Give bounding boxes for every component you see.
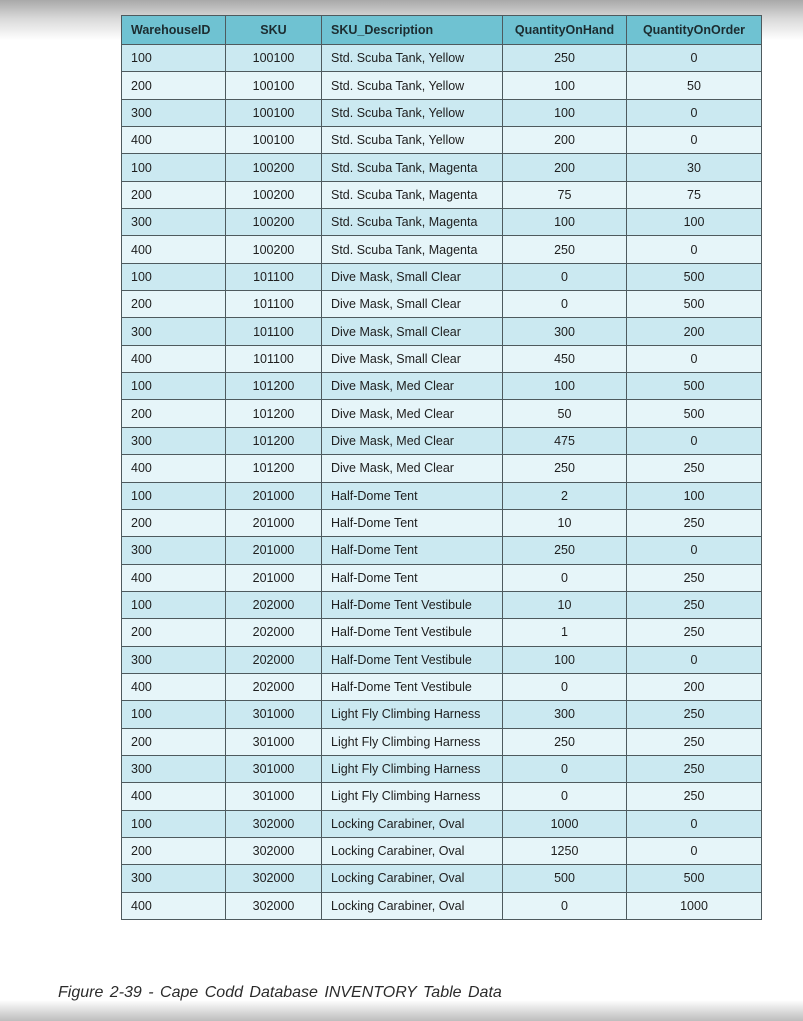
sku-cell: 302000 — [226, 810, 322, 837]
quantity-on-hand-cell: 300 — [503, 318, 627, 345]
quantity-on-order-cell: 500 — [627, 373, 762, 400]
quantity-on-order-cell: 30 — [627, 154, 762, 181]
sku-description-cell: Dive Mask, Med Clear — [322, 373, 503, 400]
sku-description-cell: Locking Carabiner, Oval — [322, 837, 503, 864]
sku-description-cell: Std. Scuba Tank, Magenta — [322, 154, 503, 181]
sku-cell: 301000 — [226, 728, 322, 755]
table-row — [122, 701, 762, 728]
sku-cell: 101200 — [226, 400, 322, 427]
bottom-shadow — [0, 1000, 803, 1021]
table-row — [122, 154, 762, 181]
quantity-on-order-cell: 250 — [627, 591, 762, 618]
table-row — [122, 783, 762, 810]
table-row — [122, 400, 762, 427]
sku-description-cell: Light Fly Climbing Harness — [322, 728, 503, 755]
quantity-on-order-cell: 500 — [627, 263, 762, 290]
sku-description-cell: Std. Scuba Tank, Magenta — [322, 209, 503, 236]
quantity-on-hand-cell: 1000 — [503, 810, 627, 837]
quantity-on-order-cell: 0 — [627, 99, 762, 126]
sku-description-cell: Half-Dome Tent — [322, 564, 503, 591]
table-row — [122, 427, 762, 454]
sku-description-cell: Light Fly Climbing Harness — [322, 755, 503, 782]
sku-description-cell: Light Fly Climbing Harness — [322, 701, 503, 728]
quantity-on-hand-cell: 50 — [503, 400, 627, 427]
quantity-on-hand-cell: 0 — [503, 564, 627, 591]
sku-description-cell: Half-Dome Tent — [322, 482, 503, 509]
quantity-on-order-cell: 0 — [627, 837, 762, 864]
sku-description-cell: Dive Mask, Med Clear — [322, 427, 503, 454]
sku-description-cell: Dive Mask, Small Clear — [322, 345, 503, 372]
quantity-on-hand-cell: 300 — [503, 701, 627, 728]
quantity-on-hand-cell: 1 — [503, 619, 627, 646]
quantity-on-hand-cell: 250 — [503, 537, 627, 564]
table-header — [122, 16, 762, 45]
quantity-on-order-cell: 200 — [627, 318, 762, 345]
table-row — [122, 646, 762, 673]
sku-description-cell: Half-Dome Tent Vestibule — [322, 619, 503, 646]
sku-cell: 302000 — [226, 892, 322, 919]
quantity-on-order-cell: 1000 — [627, 892, 762, 919]
warehouse-id-cell: 400 — [122, 783, 226, 810]
sku-description-cell: Dive Mask, Small Clear — [322, 291, 503, 318]
sku-cell: 100200 — [226, 181, 322, 208]
sku-description-cell: Half-Dome Tent — [322, 509, 503, 536]
warehouse-id-cell: 100 — [122, 701, 226, 728]
quantity-on-order-cell: 200 — [627, 673, 762, 700]
warehouse-id-cell: 300 — [122, 755, 226, 782]
warehouse-id-cell: 100 — [122, 263, 226, 290]
warehouse-id-cell: 100 — [122, 591, 226, 618]
table-row — [122, 455, 762, 482]
sku-cell: 202000 — [226, 646, 322, 673]
sku-cell: 101200 — [226, 427, 322, 454]
warehouse-id-cell: 400 — [122, 345, 226, 372]
quantity-on-hand-cell: 450 — [503, 345, 627, 372]
quantity-on-hand-cell: 100 — [503, 646, 627, 673]
warehouse-id-cell: 100 — [122, 482, 226, 509]
warehouse-id-cell: 100 — [122, 373, 226, 400]
quantity-on-order-cell: 250 — [627, 564, 762, 591]
warehouse-id-cell: 100 — [122, 810, 226, 837]
quantity-on-order-cell: 250 — [627, 728, 762, 755]
quantity-on-hand-cell: 2 — [503, 482, 627, 509]
sku-cell: 100200 — [226, 154, 322, 181]
sku-description-cell: Half-Dome Tent Vestibule — [322, 591, 503, 618]
header-sku: SKU — [226, 16, 322, 45]
sku-cell: 301000 — [226, 755, 322, 782]
sku-cell: 202000 — [226, 619, 322, 646]
warehouse-id-cell: 300 — [122, 427, 226, 454]
table-row — [122, 236, 762, 263]
sku-cell: 100200 — [226, 236, 322, 263]
table-body — [122, 45, 762, 920]
quantity-on-order-cell: 250 — [627, 509, 762, 536]
quantity-on-hand-cell: 250 — [503, 728, 627, 755]
sku-description-cell: Dive Mask, Med Clear — [322, 400, 503, 427]
quantity-on-hand-cell: 250 — [503, 455, 627, 482]
header-quantity-on-hand: QuantityOnHand — [503, 16, 627, 45]
quantity-on-order-cell: 0 — [627, 45, 762, 72]
warehouse-id-cell: 400 — [122, 127, 226, 154]
table-row — [122, 810, 762, 837]
quantity-on-order-cell: 0 — [627, 810, 762, 837]
sku-description-cell: Std. Scuba Tank, Yellow — [322, 72, 503, 99]
sku-description-cell: Half-Dome Tent — [322, 537, 503, 564]
warehouse-id-cell: 300 — [122, 209, 226, 236]
header-warehouse-id: WarehouseID — [122, 16, 226, 45]
warehouse-id-cell: 300 — [122, 865, 226, 892]
sku-description-cell: Std. Scuba Tank, Magenta — [322, 236, 503, 263]
quantity-on-order-cell: 250 — [627, 701, 762, 728]
warehouse-id-cell: 100 — [122, 45, 226, 72]
table-row — [122, 619, 762, 646]
table-row — [122, 837, 762, 864]
sku-description-cell: Half-Dome Tent Vestibule — [322, 673, 503, 700]
warehouse-id-cell: 400 — [122, 673, 226, 700]
warehouse-id-cell: 300 — [122, 537, 226, 564]
quantity-on-hand-cell: 75 — [503, 181, 627, 208]
table-row — [122, 755, 762, 782]
sku-cell: 100100 — [226, 72, 322, 99]
table-row — [122, 482, 762, 509]
quantity-on-hand-cell: 0 — [503, 673, 627, 700]
quantity-on-order-cell: 500 — [627, 400, 762, 427]
table-row — [122, 45, 762, 72]
inventory-table-container — [121, 15, 762, 920]
quantity-on-order-cell: 0 — [627, 427, 762, 454]
quantity-on-hand-cell: 10 — [503, 509, 627, 536]
sku-description-cell: Dive Mask, Small Clear — [322, 318, 503, 345]
sku-cell: 202000 — [226, 673, 322, 700]
warehouse-id-cell: 200 — [122, 837, 226, 864]
quantity-on-hand-cell: 250 — [503, 236, 627, 263]
sku-cell: 302000 — [226, 865, 322, 892]
quantity-on-hand-cell: 100 — [503, 209, 627, 236]
table-row — [122, 373, 762, 400]
table-row — [122, 291, 762, 318]
sku-description-cell: Std. Scuba Tank, Yellow — [322, 127, 503, 154]
quantity-on-order-cell: 250 — [627, 783, 762, 810]
quantity-on-order-cell: 100 — [627, 209, 762, 236]
warehouse-id-cell: 300 — [122, 646, 226, 673]
warehouse-id-cell: 400 — [122, 455, 226, 482]
quantity-on-hand-cell: 100 — [503, 72, 627, 99]
quantity-on-order-cell: 0 — [627, 127, 762, 154]
quantity-on-hand-cell: 0 — [503, 783, 627, 810]
quantity-on-order-cell: 0 — [627, 345, 762, 372]
quantity-on-hand-cell: 10 — [503, 591, 627, 618]
quantity-on-order-cell: 250 — [627, 619, 762, 646]
quantity-on-hand-cell: 100 — [503, 99, 627, 126]
sku-description-cell: Dive Mask, Small Clear — [322, 263, 503, 290]
table-row — [122, 537, 762, 564]
quantity-on-hand-cell: 250 — [503, 45, 627, 72]
header-quantity-on-order: QuantityOnOrder — [627, 16, 762, 45]
table-row — [122, 181, 762, 208]
quantity-on-hand-cell: 0 — [503, 755, 627, 782]
sku-cell: 201000 — [226, 482, 322, 509]
sku-description-cell: Locking Carabiner, Oval — [322, 892, 503, 919]
warehouse-id-cell: 200 — [122, 291, 226, 318]
quantity-on-hand-cell: 0 — [503, 263, 627, 290]
sku-description-cell: Light Fly Climbing Harness — [322, 783, 503, 810]
quantity-on-hand-cell: 0 — [503, 291, 627, 318]
sku-cell: 302000 — [226, 837, 322, 864]
sku-description-cell: Std. Scuba Tank, Magenta — [322, 181, 503, 208]
quantity-on-hand-cell: 500 — [503, 865, 627, 892]
warehouse-id-cell: 400 — [122, 564, 226, 591]
table-row — [122, 673, 762, 700]
table-row — [122, 564, 762, 591]
quantity-on-hand-cell: 100 — [503, 373, 627, 400]
quantity-on-order-cell: 500 — [627, 291, 762, 318]
table-row — [122, 209, 762, 236]
warehouse-id-cell: 100 — [122, 154, 226, 181]
warehouse-id-cell: 200 — [122, 509, 226, 536]
quantity-on-hand-cell: 200 — [503, 154, 627, 181]
sku-description-cell: Locking Carabiner, Oval — [322, 865, 503, 892]
sku-cell: 201000 — [226, 509, 322, 536]
quantity-on-hand-cell: 200 — [503, 127, 627, 154]
table-row — [122, 263, 762, 290]
table-row — [122, 127, 762, 154]
warehouse-id-cell: 200 — [122, 619, 226, 646]
sku-cell: 101100 — [226, 345, 322, 372]
sku-cell: 301000 — [226, 783, 322, 810]
header-row — [122, 16, 762, 45]
sku-cell: 101200 — [226, 373, 322, 400]
quantity-on-order-cell: 0 — [627, 646, 762, 673]
sku-cell: 100200 — [226, 209, 322, 236]
quantity-on-order-cell: 0 — [627, 537, 762, 564]
quantity-on-order-cell: 75 — [627, 181, 762, 208]
table-row — [122, 892, 762, 919]
quantity-on-hand-cell: 475 — [503, 427, 627, 454]
quantity-on-order-cell: 500 — [627, 865, 762, 892]
sku-cell: 101100 — [226, 263, 322, 290]
warehouse-id-cell: 200 — [122, 728, 226, 755]
sku-description-cell: Dive Mask, Med Clear — [322, 455, 503, 482]
table-row — [122, 99, 762, 126]
table-row — [122, 728, 762, 755]
warehouse-id-cell: 200 — [122, 400, 226, 427]
sku-description-cell: Std. Scuba Tank, Yellow — [322, 45, 503, 72]
quantity-on-order-cell: 50 — [627, 72, 762, 99]
inventory-table — [121, 15, 762, 920]
sku-description-cell: Std. Scuba Tank, Yellow — [322, 99, 503, 126]
warehouse-id-cell: 300 — [122, 99, 226, 126]
warehouse-id-cell: 200 — [122, 72, 226, 99]
sku-cell: 101200 — [226, 455, 322, 482]
table-row — [122, 345, 762, 372]
table-row — [122, 865, 762, 892]
quantity-on-order-cell: 250 — [627, 455, 762, 482]
sku-cell: 101100 — [226, 318, 322, 345]
sku-description-cell: Half-Dome Tent Vestibule — [322, 646, 503, 673]
sku-cell: 301000 — [226, 701, 322, 728]
table-row — [122, 509, 762, 536]
sku-cell: 100100 — [226, 45, 322, 72]
sku-cell: 202000 — [226, 591, 322, 618]
table-row — [122, 591, 762, 618]
sku-cell: 100100 — [226, 99, 322, 126]
table-row — [122, 72, 762, 99]
quantity-on-order-cell: 0 — [627, 236, 762, 263]
warehouse-id-cell: 400 — [122, 892, 226, 919]
sku-description-cell: Locking Carabiner, Oval — [322, 810, 503, 837]
sku-cell: 201000 — [226, 564, 322, 591]
quantity-on-order-cell: 100 — [627, 482, 762, 509]
sku-cell: 201000 — [226, 537, 322, 564]
table-row — [122, 318, 762, 345]
figure-caption: Figure 2-39 - Cape Codd Database INVENTORY Table Data — [58, 984, 502, 1001]
sku-cell: 101100 — [226, 291, 322, 318]
warehouse-id-cell: 200 — [122, 181, 226, 208]
warehouse-id-cell: 300 — [122, 318, 226, 345]
sku-cell: 100100 — [226, 127, 322, 154]
quantity-on-order-cell: 250 — [627, 755, 762, 782]
header-sku-description: SKU_Description — [322, 16, 503, 45]
quantity-on-hand-cell: 0 — [503, 892, 627, 919]
warehouse-id-cell: 400 — [122, 236, 226, 263]
quantity-on-hand-cell: 1250 — [503, 837, 627, 864]
